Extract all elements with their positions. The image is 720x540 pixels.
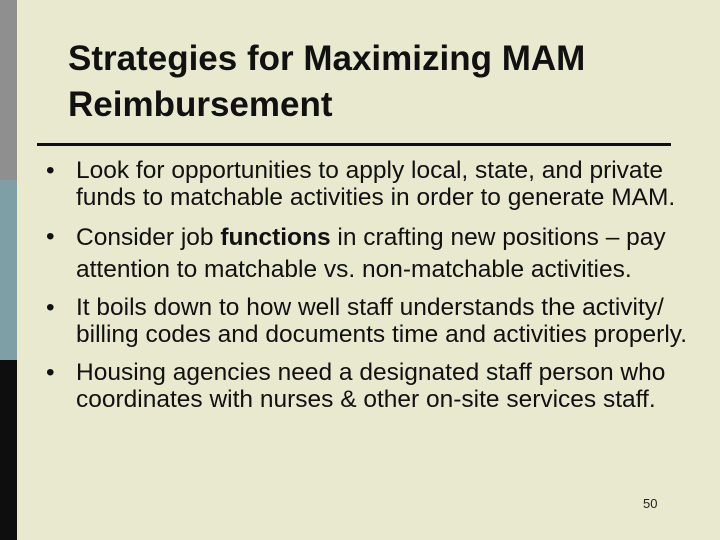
bullet-item [46,157,706,211]
title-divider [37,143,671,146]
bullet-item [46,294,706,348]
bullet-text: It boils down to how well staff understands the activity/ billing codes and documents time and activities properly. [76,294,688,348]
bullet-text-before: Consider job [76,224,221,251]
bullet-marker: • [46,359,55,386]
bullet-text: Housing agencies need a designated staff person who coordinates with nurses & other on-site services staff. [76,359,666,413]
slide-title-line2: Reimbursement [68,85,333,124]
side-accent-bottom [0,360,17,540]
slide-title-line1: Strategies for Maximizing MAM [68,39,586,78]
slide-title [68,36,688,128]
bullet-text: Look for opportunities to apply local, state, and private funds to matchable activities in order to generate MAM. [76,157,676,211]
bullet-emphasis: functions [220,224,331,251]
page-number: 50 [643,496,658,511]
bullet-text-after: in crafting new positions – pay attention to matchable vs. non-matchable activities. [76,224,666,283]
side-accent-top [0,0,17,180]
bullet-marker: • [46,294,55,321]
bullet-marker: • [46,157,55,184]
bullet-item [46,359,706,413]
bullet-list [46,157,706,424]
bullet-item [46,222,706,286]
side-accent-middle [0,180,17,360]
bullet-marker: • [46,223,55,250]
